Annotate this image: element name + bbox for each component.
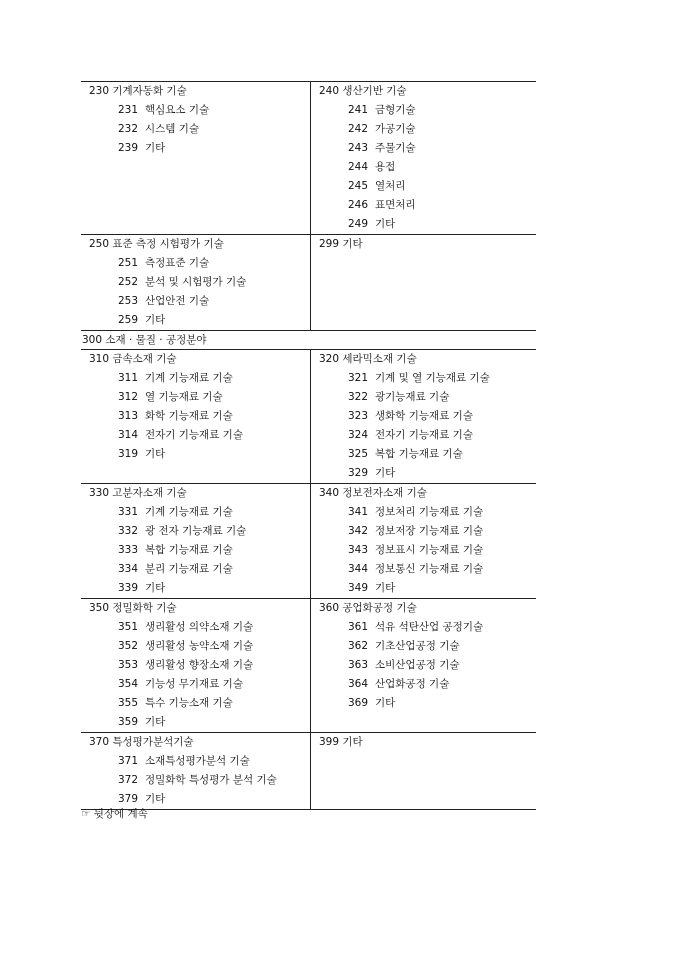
subcategory-item: [311, 101, 536, 120]
subcategory-code: 312: [118, 391, 139, 403]
subcategory-label: 표면처리: [375, 199, 416, 211]
subcategory-code: 363: [348, 659, 369, 671]
subcategory-item: [81, 445, 310, 464]
subcategory-code: 314: [118, 429, 139, 441]
subcategory-item: [311, 196, 536, 215]
subcategory-code: 349: [348, 582, 369, 594]
subcategory-item: [81, 675, 310, 694]
subcategory-code: 313: [118, 410, 139, 422]
category-header: 340 정보전자소재 기술: [319, 487, 427, 499]
subcategory-item: [81, 656, 310, 675]
category-cell-left: [81, 349, 311, 483]
subcategory-item: [81, 771, 310, 790]
table-blocks-300: [81, 349, 536, 809]
subcategory-label: 측정표준 기술: [145, 257, 210, 269]
subcategory-code: 361: [348, 621, 369, 633]
subcategory-item: [81, 713, 310, 732]
category-header: 230 기계자동화 기술: [89, 85, 187, 97]
subcategory-label: 기타: [375, 582, 396, 594]
subcategory-label: 기타: [145, 582, 166, 594]
subcategory-item: [81, 637, 310, 656]
subcategory-label: 복합 기능재료 기술: [375, 448, 463, 460]
subcategory-label: 전자기 기능재료 기술: [145, 429, 243, 441]
subcategory-item: [311, 637, 536, 656]
subcategory-item: [81, 292, 310, 311]
subcategory-item: [81, 541, 310, 560]
subcategory-item: [311, 656, 536, 675]
subcategory-item: [81, 101, 310, 120]
category-cell-right: [311, 483, 536, 598]
subcategory-label: 기타: [375, 218, 396, 230]
category-cell-left: [81, 598, 311, 732]
subcategory-code: 319: [118, 448, 139, 460]
subcategory-label: 생리활성 농약소재 기술: [145, 640, 254, 652]
subcategory-code: 251: [118, 257, 139, 269]
table-bottom-rule: [81, 809, 536, 810]
subcategory-label: 기초산업공정 기술: [375, 640, 460, 652]
category-cell-right: [311, 598, 536, 732]
subcategory-item: [81, 273, 310, 292]
classification-table: [81, 81, 536, 810]
subcategory-code: 259: [118, 314, 139, 326]
subcategory-label: 화학 기능재료 기술: [145, 410, 233, 422]
category-cell-left: [81, 732, 311, 809]
continue-note-text: 뒷장에 계속: [93, 808, 148, 820]
subcategory-item: [311, 522, 536, 541]
subcategory-label: 소비산업공정 기술: [375, 659, 460, 671]
subcategory-code: 331: [118, 506, 139, 518]
subcategory-label: 기타: [145, 448, 166, 460]
subcategory-item: [311, 388, 536, 407]
subcategory-item: [311, 215, 536, 234]
subcategory-label: 금형기술: [375, 104, 416, 116]
table-blocks-200: [81, 81, 536, 330]
category-header: 310 금속소재 기술: [89, 353, 177, 365]
subcategory-code: 242: [348, 123, 369, 135]
subcategory-label: 기능성 무기재료 기술: [145, 678, 243, 690]
subcategory-label: 기계 기능재료 기술: [145, 372, 233, 384]
subcategory-item: [81, 311, 310, 330]
subcategory-label: 기계 및 열 기능재료 기술: [375, 372, 490, 384]
subcategory-code: 352: [118, 640, 139, 652]
subcategory-label: 열처리: [375, 180, 406, 192]
subcategory-item: [311, 445, 536, 464]
subcategory-code: 359: [118, 716, 139, 728]
subcategory-item: [311, 139, 536, 158]
subcategory-label: 정보처리 기능재료 기술: [375, 506, 484, 518]
subcategory-item: [81, 694, 310, 713]
subcategory-code: 311: [118, 372, 139, 384]
subcategory-item: [81, 522, 310, 541]
category-cell-left: [81, 483, 311, 598]
category-header: 240 생산기반 기술: [319, 85, 407, 97]
category-header: 360 공업화공정 기술: [319, 602, 417, 614]
subcategory-label: 시스템 기술: [145, 123, 200, 135]
subcategory-label: 주물기술: [375, 142, 416, 154]
pointing-hand-icon: ☞: [81, 808, 91, 820]
subcategory-label: 산업안전 기술: [145, 295, 210, 307]
subcategory-label: 광 전자 기능재료 기술: [145, 525, 247, 537]
subcategory-item: [311, 541, 536, 560]
category-block: [81, 483, 536, 598]
continue-note: [81, 806, 148, 822]
category-header: 399 기타: [319, 736, 363, 748]
subcategory-code: 325: [348, 448, 369, 460]
subcategory-code: 341: [348, 506, 369, 518]
subcategory-code: 333: [118, 544, 139, 556]
subcategory-item: [81, 752, 310, 771]
subcategory-label: 가공기술: [375, 123, 416, 135]
subcategory-code: 372: [118, 774, 139, 786]
category-cell-right: [311, 349, 536, 483]
subcategory-code: 343: [348, 544, 369, 556]
subcategory-code: 332: [118, 525, 139, 537]
subcategory-label: 기타: [145, 716, 166, 728]
subcategory-item: [81, 139, 310, 158]
subcategory-item: [311, 503, 536, 522]
subcategory-label: 정보통신 기능재료 기술: [375, 563, 484, 575]
subcategory-code: 362: [348, 640, 369, 652]
subcategory-item: [81, 407, 310, 426]
subcategory-label: 분석 및 시험평가 기술: [145, 276, 247, 288]
subcategory-item: [311, 120, 536, 139]
category-cell-right: [311, 81, 536, 234]
subcategory-item: [81, 560, 310, 579]
subcategory-label: 기타: [375, 467, 396, 479]
category-cell-right: [311, 234, 536, 330]
subcategory-code: 239: [118, 142, 139, 154]
subcategory-item: [311, 694, 536, 713]
subcategory-item: [81, 254, 310, 273]
category-header: 299 기타: [319, 238, 363, 250]
subcategory-code: 231: [118, 104, 139, 116]
subcategory-label: 생화학 기능재료 기술: [375, 410, 473, 422]
subcategory-code: 249: [348, 218, 369, 230]
category-block: [81, 732, 536, 809]
subcategory-label: 광기능재료 기술: [375, 391, 450, 403]
subcategory-code: 355: [118, 697, 139, 709]
subcategory-item: [311, 407, 536, 426]
subcategory-code: 351: [118, 621, 139, 633]
subcategory-label: 전자기 기능재료 기술: [375, 429, 473, 441]
category-cell-right: [311, 732, 536, 809]
subcategory-code: 369: [348, 697, 369, 709]
subcategory-item: [311, 464, 536, 483]
subcategory-label: 석유 석탄산업 공정기술: [375, 621, 484, 633]
category-header: 250 표준 측정 시험평가 기술: [89, 238, 224, 250]
subcategory-item: [81, 369, 310, 388]
subcategory-code: 344: [348, 563, 369, 575]
subcategory-label: 기타: [145, 142, 166, 154]
subcategory-item: [81, 120, 310, 139]
subcategory-code: 334: [118, 563, 139, 575]
subcategory-label: 생리활성 의약소재 기술: [145, 621, 254, 633]
subcategory-code: 342: [348, 525, 369, 537]
subcategory-code: 371: [118, 755, 139, 767]
subcategory-label: 소재특성평가분석 기술: [145, 755, 250, 767]
subcategory-label: 기타: [375, 697, 396, 709]
category-header: 350 정밀화학 기술: [89, 602, 177, 614]
subcategory-code: 322: [348, 391, 369, 403]
subcategory-code: 329: [348, 467, 369, 479]
subcategory-item: [81, 388, 310, 407]
subcategory-code: 323: [348, 410, 369, 422]
subcategory-item: [311, 426, 536, 445]
subcategory-code: 339: [118, 582, 139, 594]
subcategory-code: 252: [118, 276, 139, 288]
subcategory-item: [311, 675, 536, 694]
subcategory-label: 핵심요소 기술: [145, 104, 210, 116]
category-header: 320 세라믹소재 기술: [319, 353, 417, 365]
subcategory-label: 기타: [145, 793, 166, 805]
subcategory-label: 기타: [145, 314, 166, 326]
subcategory-code: 232: [118, 123, 139, 135]
subcategory-code: 241: [348, 104, 369, 116]
subcategory-item: [311, 158, 536, 177]
subcategory-code: 354: [118, 678, 139, 690]
subcategory-item: [311, 560, 536, 579]
subcategory-label: 생리활성 향장소재 기술: [145, 659, 254, 671]
subcategory-label: 분리 기능재료 기술: [145, 563, 233, 575]
subcategory-item: [311, 618, 536, 637]
category-cell-left: [81, 234, 311, 330]
subcategory-item: [81, 618, 310, 637]
subcategory-code: 245: [348, 180, 369, 192]
subcategory-item: [81, 579, 310, 598]
category-block: [81, 349, 536, 483]
subcategory-label: 정보저장 기능재료 기술: [375, 525, 484, 537]
subcategory-label: 정보표시 기능재료 기술: [375, 544, 484, 556]
section-title: 300 소재 · 물질 · 공정분야: [81, 330, 536, 349]
category-cell-left: [81, 81, 311, 234]
subcategory-item: [311, 177, 536, 196]
subcategory-label: 열 기능재료 기술: [145, 391, 223, 403]
subcategory-code: 324: [348, 429, 369, 441]
subcategory-item: [81, 503, 310, 522]
category-header: 330 고분자소재 기술: [89, 487, 187, 499]
subcategory-code: 244: [348, 161, 369, 173]
subcategory-code: 379: [118, 793, 139, 805]
subcategory-code: 353: [118, 659, 139, 671]
subcategory-code: 364: [348, 678, 369, 690]
category-block: [81, 81, 536, 234]
subcategory-label: 산업화공정 기술: [375, 678, 450, 690]
subcategory-label: 용접: [375, 161, 396, 173]
category-block: [81, 234, 536, 330]
subcategory-label: 특수 기능소재 기술: [145, 697, 233, 709]
subcategory-code: 243: [348, 142, 369, 154]
subcategory-label: 기계 기능재료 기술: [145, 506, 233, 518]
subcategory-label: 정밀화학 특성평가 분석 기술: [145, 774, 277, 786]
subcategory-code: 321: [348, 372, 369, 384]
subcategory-item: [311, 579, 536, 598]
subcategory-label: 복합 기능재료 기술: [145, 544, 233, 556]
subcategory-code: 246: [348, 199, 369, 211]
category-header: 370 특성평가분석기술: [89, 736, 194, 748]
category-block: [81, 598, 536, 732]
subcategory-item: [81, 426, 310, 445]
subcategory-item: [311, 369, 536, 388]
subcategory-code: 253: [118, 295, 139, 307]
